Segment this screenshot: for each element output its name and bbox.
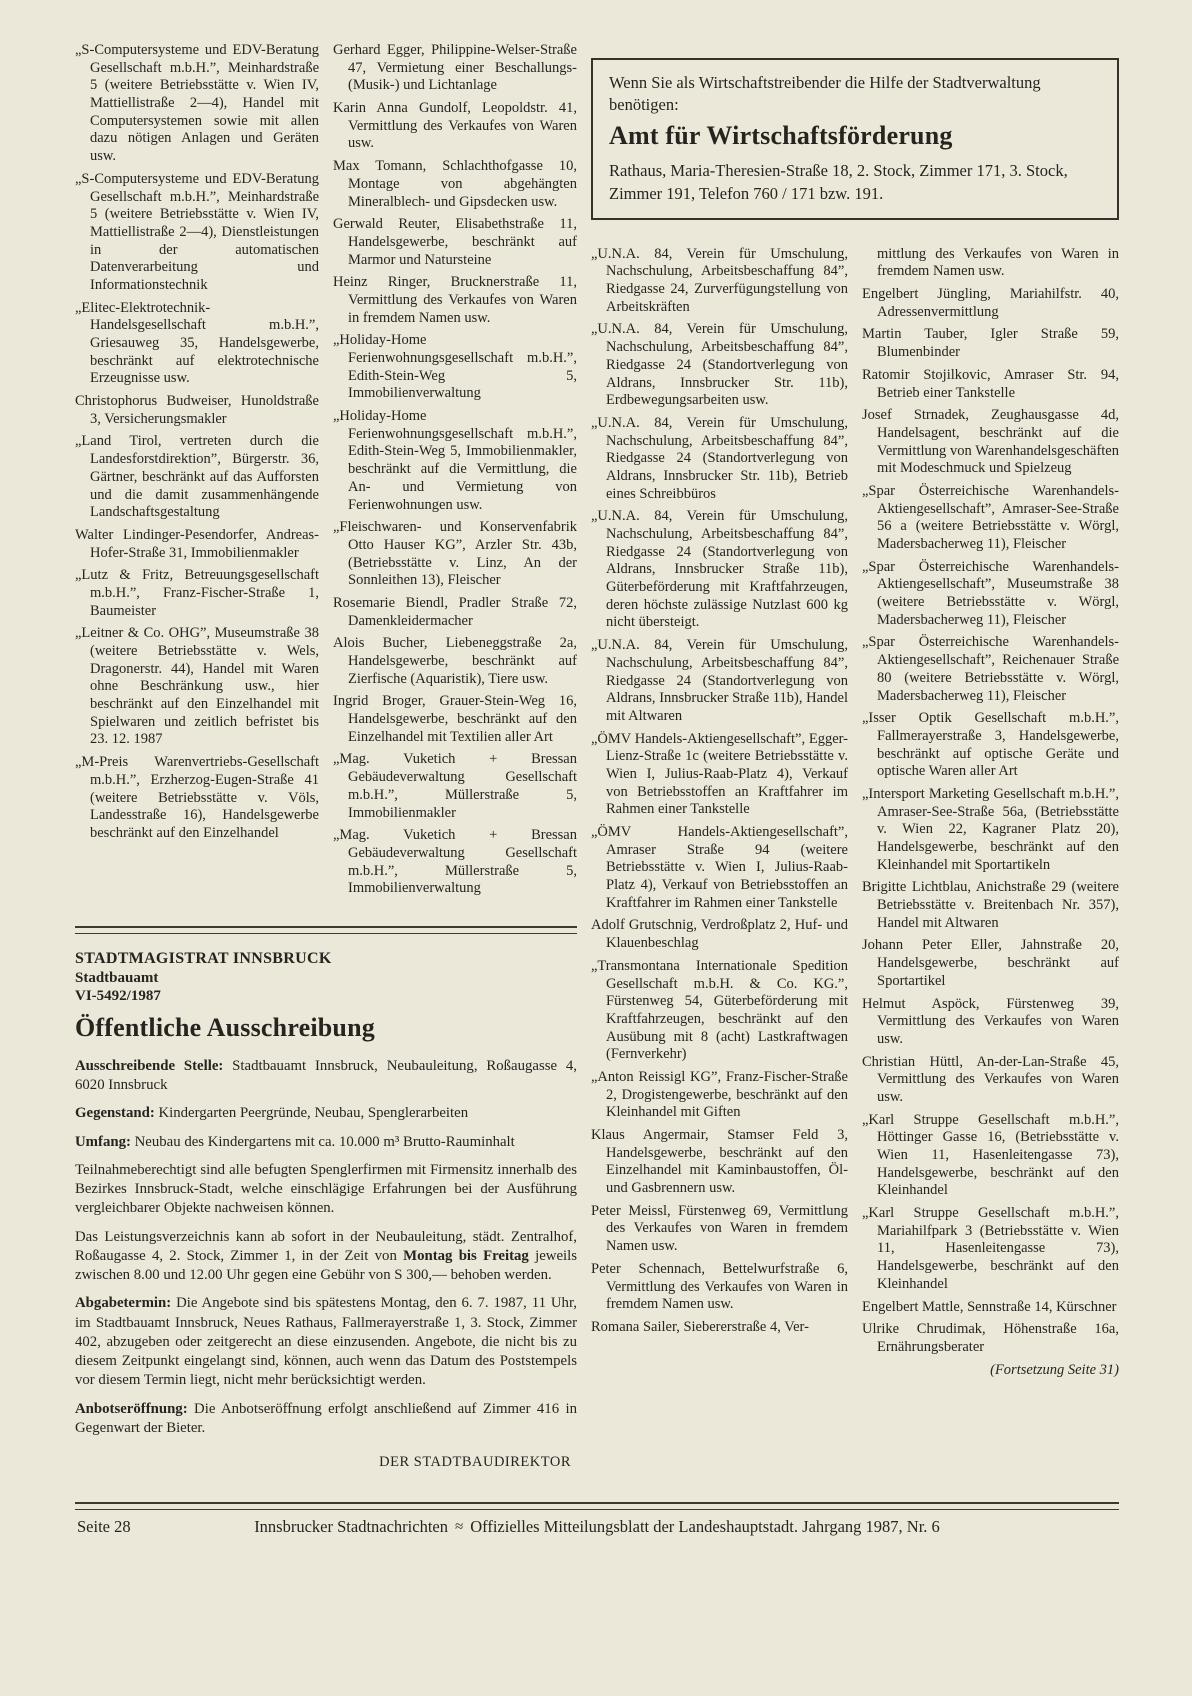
right-half — [591, 58, 1119, 1508]
directory-column-3 — [591, 246, 848, 1508]
masthead-title: Innsbrucker Stadtnachrichten — [254, 1517, 448, 1536]
tender-paragraph: Teilnahmeberechtigt sind alle befugten Spenglerfirmen mit Firmensitz innerhalb des Bezirkes Innsbruck-Stadt, welche einschlägige Erfahrungen bei der Ausführung vergleichbarer Objekte nachweisen können. — [75, 1161, 577, 1217]
directory-entry: Christophorus Budweiser, Hunoldstraße 3, Versicherungsmakler — [75, 393, 319, 427]
directory-entry: „Isser Optik Gesellschaft m.b.H.”, Fallmerayerstraße 3, Handelsgewerbe, beschränkt auf optische Geräte und optische Waren aller Art — [862, 710, 1119, 780]
directory-column-2 — [333, 42, 577, 914]
directory-entry: Heinz Ringer, Brucknerstraße 11, Vermittlung des Verkaufes von Waren in fremdem Namen usw. — [333, 274, 577, 326]
directory-entry: Engelbert Jüngling, Mariahilfstr. 40, Adressenvermittlung — [862, 286, 1119, 320]
directory-entry: „U.N.A. 84, Verein für Umschulung, Nachschulung, Arbeitsbeschaffung 84”, Riedgasse 24 (Standortverlegung von Aldrans, Innsbrucker Str. 11b), Betrieb eines Schreibbüros — [591, 414, 848, 502]
directory-entry: „ÖMV Handels-Aktiengesellschaft”, Egger-Lienz-Straße 1c (weitere Betriebsstätte v. Wien I, Julius-Raab-Platz 4), Verkauf von Betriebsstoffen an Kraftfahrer im Rahmen einer Tankstelle — [591, 730, 848, 818]
directory-entry: „Mag. Vuketich + Bressan Gebäudeverwaltung Gesellschaft m.b.H.”, Müllerstraße 5, Immobilienmakler — [333, 751, 577, 821]
directory-entry: „U.N.A. 84, Verein für Umschulung, Nachschulung, Arbeitsbeschaffung 84”, Riedgasse 24 (Standortverlegung von Aldrans, Innsbrucker Str. 11b), Erdbewegungsarbeiten usw. — [591, 321, 848, 409]
directory-entry: Walter Lindinger-Pesendorfer, Andreas-Hofer-Straße 31, Immobilienmakler — [75, 526, 319, 561]
directory-entry: „Karl Struppe Gesellschaft m.b.H.”, Mariahilfpark 3 (Betriebsstätte v. Wien 11, Hasenleitengasse 73), Handelsgewerbe, beschränkt auf den Kleinhandel — [862, 1205, 1119, 1292]
tender-signoff: DER STADTBAUDIREKTOR — [379, 1453, 571, 1470]
directory-entry: Klaus Angermair, Stamser Feld 3, Handelsgewerbe, beschränkt auf den Einzelhandel mit Kaminbaustoffen, Öl- und Gasbrennern usw. — [591, 1127, 848, 1197]
directory-entry: Martin Tauber, Igler Straße 59, Blumenbinder — [862, 326, 1119, 361]
directory-entry: „M-Preis Warenvertriebs-Gesellschaft m.b.H.”, Erzherzog-Eugen-Straße 41 (weitere Betriebsstätte v. Völs, Landesstraße 16), Handelsgewerbe beschränkt auf den Einzelhandel — [75, 754, 319, 841]
directory-column-4 — [862, 246, 1119, 1508]
directory-entry: Romana Sailer, Siebererstraße 4, Ver- — [591, 1318, 809, 1335]
directory-entry: „U.N.A. 84, Verein für Umschulung, Nachschulung, Arbeitsbeschaffung 84”, Riedgasse 24 (Standortverlegung von Aldrans, Innsbrucker Straße 11b), Handel mit Altwaren — [591, 637, 848, 724]
tender-paragraph: Anbotseröffnung: Die Anbotseröffnung erfolgt anschließend auf Zimmer 416 in Gegenwart der Bieter. — [75, 1400, 577, 1436]
directory-column-1 — [75, 42, 319, 914]
main-layout — [75, 42, 1119, 1508]
masthead-subtitle: Offizielles Mitteilungsblatt der Landeshauptstadt. Jahrgang 1987, Nr. 6 — [470, 1517, 940, 1536]
tender-org: STADTMAGISTRAT INNSBRUCK — [75, 950, 332, 967]
right-directory-columns — [591, 246, 1119, 1508]
page-content — [75, 42, 1119, 1508]
directory-entry: „Spar Österreichische Warenhandels-Aktiengesellschaft”, Reichenauer Straße 80 (weitere Betriebsstätte v. Wörgl, Madersbacherweg 11), Fleischer — [862, 634, 1119, 704]
directory-entry: „Holiday-Home Ferienwohnungsgesellschaft m.b.H.”, Edith-Stein-Weg 5, Immobilienmakler, beschränkt auf die Vermittlung, die An- und Vermietung von Ferienwohnungen usw. — [333, 408, 577, 513]
directory-entry: Peter Meissl, Fürstenweg 69, Vermittlung des Verkaufes von Waren in fremdem Namen usw. — [591, 1202, 848, 1255]
directory-entry: Christian Hüttl, An-der-Lan-Straße 45, Vermittlung des Verkaufes von Waren usw. — [862, 1053, 1119, 1105]
directory-entry: „U.N.A. 84, Verein für Umschulung, Nachschulung, Arbeitsbeschaffung 84”, Riedgasse 24, Zurverfügungstellung von Arbeitskräften — [591, 245, 848, 315]
directory-entry: „Elitec-Elektrotechnik-Handelsgesellschaft m.b.H.”, Griesauweg 35, Handelsgewerbe, beschränkt auf elektrotechnische Erzeugnisse usw. — [75, 299, 319, 387]
notice-title: Amt für Wirtschaftsförderung — [609, 120, 953, 150]
tender-reference: VI-5492/1987 — [75, 988, 161, 1004]
footer-row — [75, 1517, 1119, 1537]
directory-entry: Brigitte Lichtblau, Anichstraße 29 (weitere Betriebsstätte v. Breitenbach Nr. 357), Handel mit Altwaren — [862, 879, 1119, 931]
directory-entry: „Spar Österreichische Warenhandels-Aktiengesellschaft”, Museumstraße 38 (weitere Betriebsstätte v. Wörgl, Madersbacherweg 11), Fleischer — [862, 558, 1119, 628]
directory-entry: Adolf Grutschnig, Verdroßplatz 2, Huf- und Klauenbeschlag — [591, 917, 848, 952]
tender-paragraph: Das Leistungsverzeichnis kann ab sofort in der Neubauleitung, städt. Zentralhof, Roßaugasse 4, 2. Stock, Zimmer 1, in der Zeit von Montag bis Freitag jeweils zwischen 8.00 und 12.00 Uhr gegen eine Gebühr von S 300,— behoben werden. — [75, 1228, 577, 1284]
directory-entry: „Fleischwaren- und Konservenfabrik Otto Hauser KG”, Arzler Str. 43b, (Betriebsstätte v. Linz, An der Sonnleithen 13), Fleischer — [333, 519, 577, 589]
section-divider-rule — [75, 926, 577, 934]
left-half — [75, 42, 577, 1485]
directory-entry: Josef Strnadek, Zeughausgasse 4d, Handelsagent, beschränkt auf die Vermittlung von Warenhandelsgeschäften mit Modeschmuck und Spielzeug — [862, 407, 1119, 477]
directory-entry: „U.N.A. 84, Verein für Umschulung, Nachschulung, Arbeitsbeschaffung 84”, Riedgasse 24 (Standortverlegung von Aldrans, Innsbrucker Straße 11b), Güterbeförderung mit Kraftfahrzeugen, deren höchste zulässige Nutzlast 600 kg nicht übersteigt. — [591, 508, 848, 631]
page-number: Seite 28 — [77, 1517, 131, 1536]
directory-entry: mittlung des Verkaufes von Waren in fremdem Namen usw. — [877, 245, 1119, 280]
directory-entry: Peter Schennach, Bettelwurfstraße 6, Vermittlung des Verkaufes von Waren in fremdem Namen usw. — [591, 1260, 848, 1313]
directory-entry: Max Tomann, Schlachthofgasse 10, Montage von abgehängten Mineralblech- und Gipsdecken usw. — [333, 158, 577, 210]
directory-entry: „S-Computersysteme und EDV-Beratung Gesellschaft m.b.H.”, Meinhardstraße 5 (weitere Betriebsstätte v. Wien IV, Mattiellistraße 2—4), Dienstleistungen in der automatischen Datenverarbeitung und Informationstechnik — [75, 170, 319, 293]
directory-entry: „S-Computersysteme und EDV-Beratung Gesellschaft m.b.H.”, Meinhardstraße 5 (weitere Betriebsstätte v. Wien IV, Mattiellistraße 2—4), Handel mit Computersystemen sowie mit allen dazu nötigen Anlagen und Geräten usw. — [75, 42, 319, 165]
directory-entry: Engelbert Mattle, Sennstraße 14, Kürschner — [862, 1298, 1117, 1315]
tender-section — [75, 950, 577, 1471]
directory-entry: „Transmontana Internationale Spedition Gesellschaft m.b.H. & Co. KG.”, Fürstenweg 54, Güterbeförderung mit Kraftfahrzeugen, beschränkt auf den Ausübung mit 8 (acht) Lastkraftwagen (Fernverkehr) — [591, 957, 848, 1063]
directory-entry: „ÖMV Handels-Aktiengesellschaft”, Amraser Straße 94 (weitere Betriebsstätte v. Wien I, Julius-Raab-Platz 4), Verkauf von Betriebsstoffen an Kraftfahrer im Rahmen einer Tankstelle — [591, 824, 848, 911]
directory-entry: Johann Peter Eller, Jahnstraße 20, Handelsgewerbe, beschränkt auf Sportartikel — [862, 937, 1119, 989]
tender-paragraph: Umfang: Neubau des Kindergartens mit ca. 10.000 m³ Brutto-Rauminhalt — [75, 1133, 515, 1150]
directory-entry: Alois Bucher, Liebeneggstraße 2a, Handelsgewerbe, beschränkt auf Zierfische (Aquaristik), Tiere usw. — [333, 635, 577, 687]
footer — [75, 1502, 1119, 1537]
masthead-emblem-icon: ≈ — [455, 1519, 464, 1535]
directory-entry: Karin Anna Gundolf, Leopoldstr. 41, Vermittlung des Verkaufes von Waren usw. — [333, 100, 577, 152]
directory-entry: Helmut Aspöck, Fürstenweg 39, Vermittlung des Verkaufes von Waren usw. — [862, 995, 1119, 1047]
tender-title: Öffentliche Ausschreibung — [75, 1013, 375, 1042]
notice-address: Rathaus, Maria-Theresien-Straße 18, 2. Stock, Zimmer 171, 3. Stock, Zimmer 191, Telefon 760 / 171 bzw. 191. — [609, 160, 1068, 203]
directory-entry: „Intersport Marketing Gesellschaft m.b.H.”, Amraser-See-Straße 56a, (Betriebsstätte v. Wien 22, Kagraner Platz 20), Handelsgewerbe, beschränkt auf den Kleinhandel mit Sportartikeln — [862, 785, 1119, 873]
directory-entry: „Spar Österreichische Warenhandels-Aktiengesellschaft”, Amraser-See-Straße 56 a (weitere Betriebsstätte v. Wörgl, Madersbacherweg 11), Fleischer — [862, 482, 1119, 553]
footer-rule — [75, 1502, 1119, 1510]
directory-entry: „Mag. Vuketich + Bressan Gebäudeverwaltung Gesellschaft m.b.H.”, Müllerstraße 5, Immobilienverwaltung — [333, 827, 577, 897]
directory-entry: Ingrid Broger, Grauer-Stein-Weg 16, Handelsgewerbe, beschränkt auf den Einzelhandel mit Textilien aller Art — [333, 693, 577, 745]
notice-box — [591, 58, 1119, 220]
masthead-line — [75, 1517, 1119, 1537]
directory-entry: Gerhard Egger, Philippine-Welser-Straße 47, Vermietung einer Beschallungs- (Musik-) und Lichtanlage — [333, 42, 577, 94]
tender-dept: Stadtbauamt — [75, 970, 159, 986]
left-directory-columns — [75, 42, 577, 914]
notice-intro: Wenn Sie als Wirtschaftstreibender die Hilfe der Stadtverwaltung benötigen: — [609, 73, 1041, 115]
directory-entry: Gerwald Reuter, Elisabethstraße 11, Handelsgewerbe, beschränkt auf Marmor und Natursteine — [333, 216, 577, 268]
directory-entry: „Holiday-Home Ferienwohnungsgesellschaft m.b.H.”, Edith-Stein-Weg 5, Immobilienverwaltung — [333, 332, 577, 402]
tender-paragraphs — [75, 1057, 577, 1438]
tender-paragraph: Gegenstand: Kindergarten Peergründe, Neubau, Spenglerarbeiten — [75, 1105, 469, 1122]
directory-entry: „Anton Reissigl KG”, Franz-Fischer-Straße 2, Drogistengewerbe, beschränkt auf den Kleinhandel mit Giften — [591, 1068, 848, 1121]
directory-entry: (Fortsetzung Seite 31) — [990, 1361, 1119, 1378]
directory-entry: „Land Tirol, vertreten durch die Landesforstdirektion”, Bürgerstr. 36, Gärtner, beschränkt auf das Aufforsten und die damit zusammenhängende Landschaftsgestaltung — [75, 433, 319, 521]
tender-paragraph: Abgabetermin: Die Angebote sind bis spätestens Montag, den 6. 7. 1987, 11 Uhr, im Stadtbauamt Innsbruck, Neues Rathaus, Fallmerayerstraße 1, 3. Stock, Zimmer 402, abzugeben oder zeitgerecht an diese einzusenden. Angebote, die nicht bis zu diesem Zeitpunkt eingelangt sind, können, auch wenn das Datum des Poststempels vor diesem Termin liegt, nicht mehr berücksichtigt werden. — [75, 1295, 577, 1389]
directory-entry: Ulrike Chrudimak, Höhenstraße 16a, Ernährungsberater — [862, 1321, 1119, 1355]
directory-entry: Rosemarie Biendl, Pradler Straße 72, Damenkleidermacher — [333, 594, 577, 629]
directory-entry: „Leitner & Co. OHG”, Museumstraße 38 (weitere Betriebsstätte v. Wels, Dragonerstr. 44), Handel mit Waren ohne Beschränkung usw., hier beschränkt auf den Einzelhandel mit Spielwaren und zeitlich befristet bis 23. 12. 1987 — [75, 625, 319, 748]
tender-paragraph: Ausschreibende Stelle: Stadtbauamt Innsbruck, Neubauleitung, Roßaugasse 4, 6020 Innsbruck — [75, 1058, 578, 1094]
directory-entry: „Lutz & Fritz, Betreuungsgesellschaft m.b.H.”, Franz-Fischer-Straße 1, Baumeister — [75, 567, 319, 619]
directory-entry: Ratomir Stojilkovic, Amraser Str. 94, Betrieb einer Tankstelle — [862, 366, 1119, 401]
directory-entry: „Karl Struppe Gesellschaft m.b.H.”, Höttinger Gasse 16, (Betriebsstätte v. Wien 11, Hasenleitengasse 73), Handelsgewerbe, beschränkt auf den Kleinhandel — [862, 1111, 1119, 1199]
